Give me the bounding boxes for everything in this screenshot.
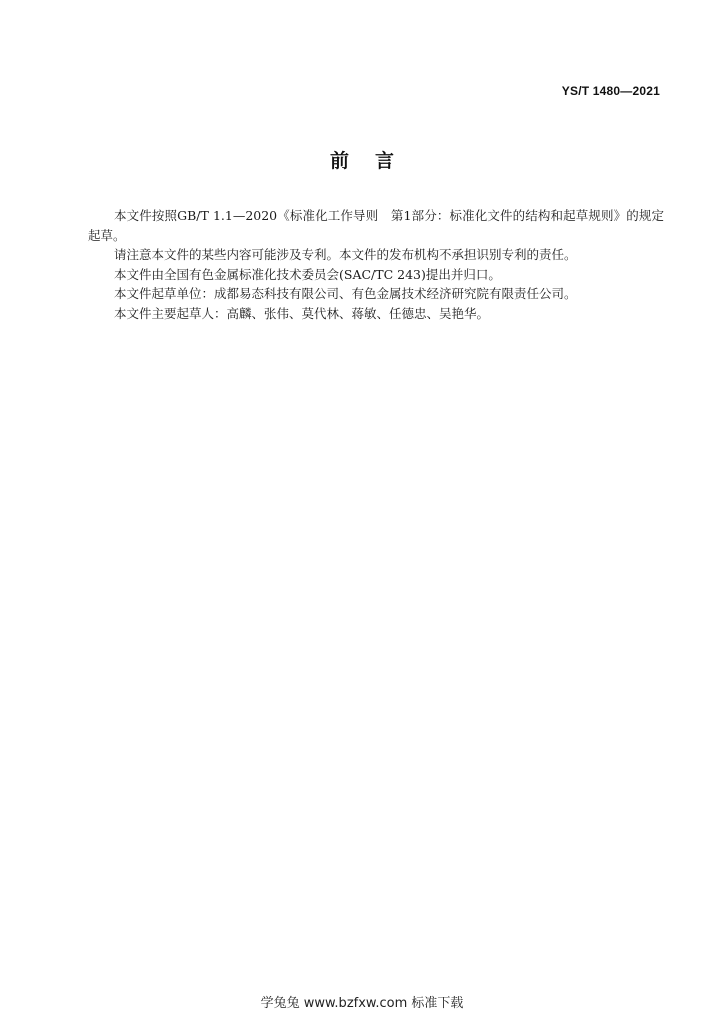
page-title: 前言 <box>329 150 420 172</box>
paragraph-patent-notice: 请注意本文件的某些内容可能涉及专利。本文件的发布机构不承担识别专利的责任。 <box>114 247 577 262</box>
paragraph-proposer: 本文件由全国有色金属标准化技术委员会(SAC/TC 243)提出并归口。 <box>114 266 501 282</box>
foreword-body <box>88 206 664 323</box>
paragraph-drafting-units: 本文件起草单位：成都易态科技有限公司、有色金属技术经济研究院有限责任公司。 <box>114 286 577 301</box>
paragraph-drafting-rules: 本文件按照GB/T 1.1—2020《标准化工作导则 第1部分：标准化文件的结构和起草规则》的规定起草。 <box>88 208 664 243</box>
paragraph-drafters: 本文件主要起草人：高麟、张伟、莫代林、蒋敏、任德忠、吴艳华。 <box>114 305 490 321</box>
standard-code: YS/T 1480—2021 <box>561 84 660 98</box>
footer-watermark: 学兔兔 www.bzfxw.com 标准下载 <box>260 996 464 1011</box>
